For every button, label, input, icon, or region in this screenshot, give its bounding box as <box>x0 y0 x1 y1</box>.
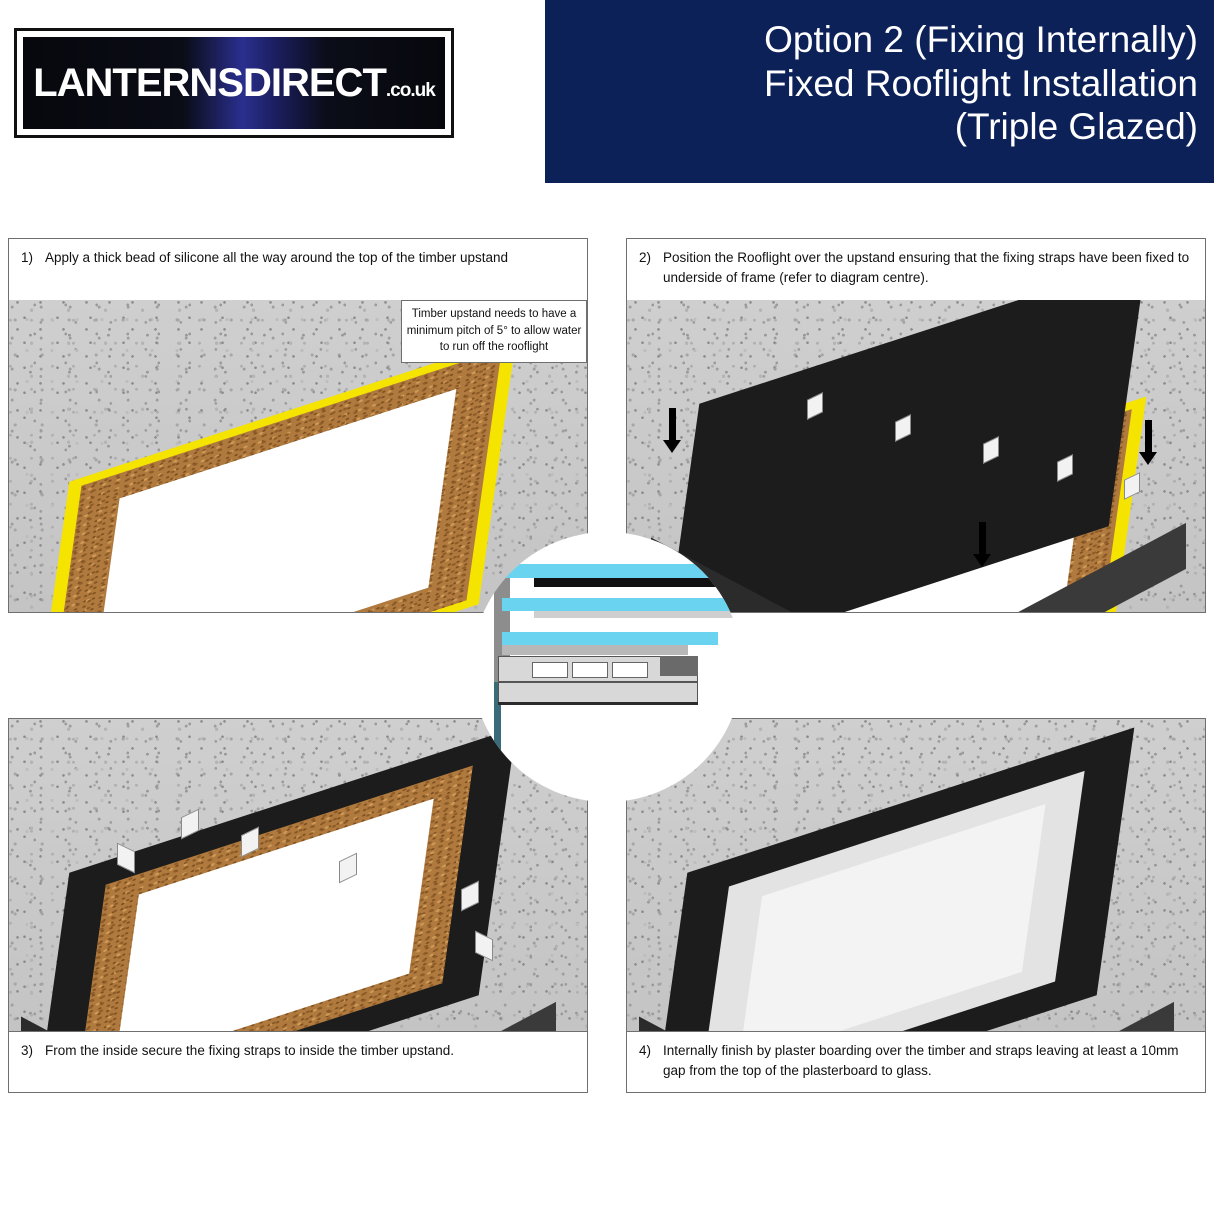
step-3-caption <box>8 1031 588 1093</box>
step-3-number: 3) <box>21 1043 34 1058</box>
page-header <box>0 0 1214 185</box>
step-2-caption <box>626 238 1206 300</box>
step-1-text: Apply a thick bead of silicone all the way around the top of the timber upstand <box>45 250 509 265</box>
step-1-number: 1) <box>21 250 34 265</box>
logo-word-direct: DIRECT <box>242 60 386 105</box>
logo-inner-panel <box>23 37 445 129</box>
rooflight-iso-group-4 <box>650 728 1135 1031</box>
title-block <box>545 0 1214 183</box>
glass-spacer-outer <box>534 578 742 587</box>
step-4-panel <box>626 718 1206 1093</box>
frame-chamber-2 <box>572 662 608 678</box>
step-4-scene <box>627 719 1205 1031</box>
logo-word-couk: .co.uk <box>385 79 435 101</box>
aluminium-frame-lower <box>498 682 698 704</box>
step-3-panel <box>8 718 588 1093</box>
logo-word-lanterns: LANTERNS <box>33 60 243 105</box>
step-4-illustration <box>626 718 1206 1031</box>
frame-bottom-edge <box>498 702 698 705</box>
step-3-text: From the inside secure the fixing straps to inside the timber upstand. <box>45 1043 454 1058</box>
step-3-illustration <box>8 718 588 1031</box>
title-line-2: Fixed Rooflight Installation <box>764 62 1198 104</box>
setting-block <box>502 645 688 655</box>
title-line-1: Option 2 (Fixing Internally) <box>764 19 1198 60</box>
step-4-number: 4) <box>639 1043 652 1058</box>
glass-pane-outer <box>502 564 742 578</box>
frame-chamber-3 <box>612 662 648 678</box>
step-1-note: Timber upstand needs to have a minimum pitch of 5° to allow water to run off the rooflight <box>401 300 587 363</box>
glass-pane-inner <box>502 632 718 645</box>
glass-pane-middle <box>502 598 734 611</box>
title-line-3: (Triple Glazed) <box>954 106 1198 148</box>
step-1-caption <box>8 238 588 300</box>
step-1-panel <box>8 238 588 613</box>
step-4-caption <box>626 1031 1206 1093</box>
step-2-panel <box>626 238 1206 613</box>
frame-outer-edge <box>660 656 698 676</box>
step-4-text: Internally finish by plaster boarding over the timber and straps leaving at least a 10mm gap from the top of the plasterboard to glass. <box>663 1043 1179 1079</box>
step-2-text: Position the Rooflight over the upstand ensuring that the fixing straps have been fixed to underside of frame (refer to diagram centre). <box>663 250 1190 286</box>
step-2-number: 2) <box>639 250 652 265</box>
logo-wordmark <box>33 61 435 106</box>
frame-chamber-1 <box>532 662 568 678</box>
glass-spacer-middle <box>534 611 734 618</box>
rooflight-iso-group-1 <box>32 337 517 613</box>
rooflight-iso-group-3 <box>32 728 517 1031</box>
lanterns-direct-logo <box>14 28 454 138</box>
triple-glazed-section-detail <box>472 532 742 802</box>
